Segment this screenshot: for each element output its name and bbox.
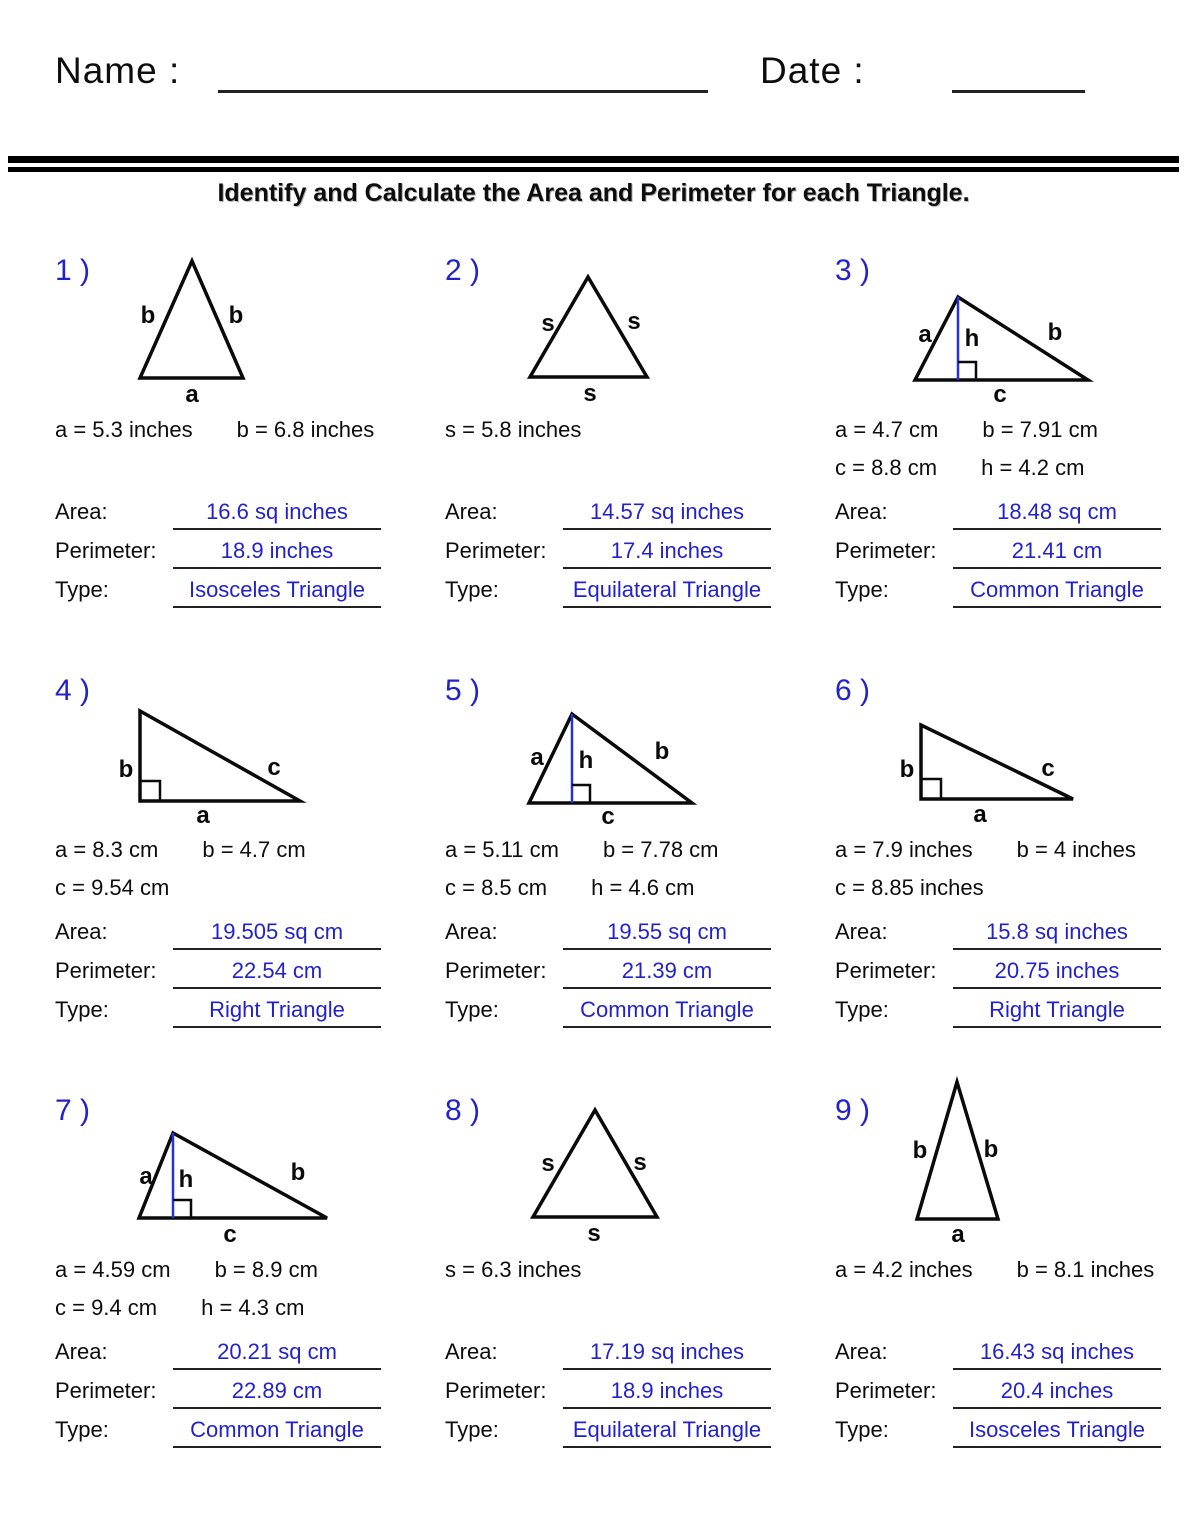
common-triangle-diagram bbox=[505, 703, 715, 825]
perimeter-label: Perimeter: bbox=[55, 958, 157, 983]
problem-number: 7 ) bbox=[55, 1094, 91, 1127]
area-answer: 16.6 sq inches bbox=[173, 499, 381, 530]
measurement: a = 5.11 cm bbox=[445, 837, 559, 862]
triangle-side-label: b bbox=[1047, 319, 1063, 346]
given-measurements bbox=[835, 825, 1187, 911]
given-measurements bbox=[835, 405, 1187, 491]
date-label: Date : bbox=[760, 50, 865, 91]
answers-block bbox=[55, 491, 445, 608]
triangle-side-label: b bbox=[290, 1159, 306, 1186]
area-label: Area: bbox=[445, 1339, 498, 1364]
measurement: a = 5.3 inches bbox=[55, 417, 193, 442]
problem-number: 2 ) bbox=[445, 254, 481, 287]
triangle-side-label: a bbox=[530, 744, 544, 771]
triangle-side-label: a bbox=[185, 381, 199, 405]
problem-number: 6 ) bbox=[835, 674, 871, 707]
triangle-side-label: c bbox=[223, 1221, 237, 1245]
measurement: c = 9.54 cm bbox=[55, 875, 170, 900]
triangle-side-label: s bbox=[583, 380, 597, 405]
triangle-side-label: s bbox=[541, 1150, 555, 1177]
area-answer: 15.8 sq inches bbox=[953, 919, 1161, 950]
given-measurements bbox=[445, 1245, 835, 1331]
measurement: a = 7.9 inches bbox=[835, 837, 973, 862]
perimeter-answer: 22.54 cm bbox=[173, 958, 381, 989]
measurement: c = 8.5 cm bbox=[445, 875, 548, 900]
triangle-side-label: b bbox=[654, 738, 670, 765]
given-measurements bbox=[835, 1245, 1187, 1331]
given-measurements bbox=[55, 825, 445, 911]
triangle-side-label: b bbox=[140, 302, 156, 329]
answers-block bbox=[445, 911, 835, 1028]
problem-7 bbox=[55, 1080, 445, 1500]
right-angle-marker bbox=[572, 785, 590, 803]
area-label: Area: bbox=[445, 499, 498, 524]
triangle-side-label: a bbox=[973, 801, 987, 825]
common-triangle-diagram bbox=[115, 1121, 350, 1245]
answers-block bbox=[445, 1331, 835, 1448]
measurement: c = 9.4 cm bbox=[55, 1295, 158, 1320]
triangle-side-label: a bbox=[139, 1163, 153, 1190]
perimeter-label: Perimeter: bbox=[835, 538, 937, 563]
right-triangle-diagram bbox=[895, 715, 1090, 825]
type-label: Type: bbox=[835, 577, 889, 602]
area-label: Area: bbox=[835, 919, 888, 944]
area-answer: 18.48 sq cm bbox=[953, 499, 1161, 530]
date-blank-line bbox=[952, 90, 1085, 93]
common-triangle-diagram bbox=[895, 287, 1110, 405]
type-answer: Common Triangle bbox=[563, 997, 771, 1028]
measurement: a = 4.2 inches bbox=[835, 1257, 973, 1282]
problem-5 bbox=[445, 660, 835, 1080]
right-angle-marker bbox=[958, 362, 976, 380]
type-answer: Equilateral Triangle bbox=[563, 577, 771, 608]
triangle-side-label: b bbox=[912, 1137, 928, 1164]
problem-number: 8 ) bbox=[445, 1094, 481, 1127]
area-label: Area: bbox=[835, 499, 888, 524]
problems-grid bbox=[55, 240, 1187, 1500]
perimeter-label: Perimeter: bbox=[445, 1378, 547, 1403]
area-label: Area: bbox=[835, 1339, 888, 1364]
right-angle-marker bbox=[140, 781, 160, 801]
triangle-side-label: b bbox=[983, 1136, 999, 1163]
problem-number: 5 ) bbox=[445, 674, 481, 707]
perimeter-label: Perimeter: bbox=[445, 958, 547, 983]
triangle-side-label: s bbox=[587, 1220, 601, 1245]
measurement: b = 6.8 inches bbox=[236, 417, 375, 442]
measurement: a = 4.59 cm bbox=[55, 1257, 171, 1282]
answers-block bbox=[445, 491, 835, 608]
type-label: Type: bbox=[55, 577, 109, 602]
perimeter-answer: 22.89 cm bbox=[173, 1378, 381, 1409]
type-label: Type: bbox=[55, 1417, 109, 1442]
problem-number: 4 ) bbox=[55, 674, 91, 707]
triangle-side-label: b bbox=[899, 756, 915, 783]
type-answer: Common Triangle bbox=[953, 577, 1161, 608]
type-answer: Right Triangle bbox=[953, 997, 1161, 1028]
area-label: Area: bbox=[55, 499, 108, 524]
problem-3 bbox=[835, 240, 1187, 660]
triangle-side-label: a bbox=[918, 321, 932, 348]
measurement: b = 7.78 cm bbox=[602, 837, 719, 862]
answers-block bbox=[835, 911, 1187, 1028]
problem-4 bbox=[55, 660, 445, 1080]
problem-number: 9 ) bbox=[835, 1094, 871, 1127]
measurement: c = 8.8 cm bbox=[835, 455, 938, 480]
measurement: b = 8.1 inches bbox=[1016, 1257, 1155, 1282]
area-answer: 19.505 sq cm bbox=[173, 919, 381, 950]
triangle-height-label: h bbox=[578, 747, 594, 774]
triangle-side-label: c bbox=[993, 381, 1007, 405]
name-blank-line bbox=[218, 90, 708, 93]
perimeter-answer: 17.4 inches bbox=[563, 538, 771, 569]
problem-6 bbox=[835, 660, 1187, 1080]
area-answer: 16.43 sq inches bbox=[953, 1339, 1161, 1370]
type-answer: Isosceles Triangle bbox=[953, 1417, 1161, 1448]
measurement: a = 8.3 cm bbox=[55, 837, 159, 862]
right-angle-marker bbox=[921, 779, 941, 799]
perimeter-answer: 21.41 cm bbox=[953, 538, 1161, 569]
triangle-side-label: s bbox=[633, 1149, 647, 1176]
area-answer: 20.21 sq cm bbox=[173, 1339, 381, 1370]
header-divider bbox=[8, 156, 1179, 172]
perimeter-label: Perimeter: bbox=[55, 1378, 157, 1403]
triangle-side-label: c bbox=[601, 803, 615, 825]
answers-block bbox=[835, 491, 1187, 608]
perimeter-label: Perimeter: bbox=[445, 538, 547, 563]
perimeter-label: Perimeter: bbox=[835, 1378, 937, 1403]
triangle-side-label: b bbox=[228, 302, 244, 329]
perimeter-answer: 18.9 inches bbox=[173, 538, 381, 569]
triangle-side-label: c bbox=[1041, 755, 1055, 782]
measurement: c = 8.85 inches bbox=[835, 875, 984, 900]
type-answer: Right Triangle bbox=[173, 997, 381, 1028]
triangle-side-label: a bbox=[196, 802, 210, 825]
measurement: b = 7.91 cm bbox=[982, 417, 1098, 442]
given-measurements bbox=[445, 825, 835, 911]
area-answer: 17.19 sq inches bbox=[563, 1339, 771, 1370]
triangle-side-label: s bbox=[627, 308, 641, 335]
worksheet-title: Identify and Calculate the Area and Perimeter for each Triangle. bbox=[217, 179, 970, 207]
area-answer: 14.57 sq inches bbox=[563, 499, 771, 530]
measurement: a = 4.7 cm bbox=[835, 417, 939, 442]
type-answer: Common Triangle bbox=[173, 1417, 381, 1448]
equilateral-triangle-diagram bbox=[505, 267, 705, 405]
given-measurements bbox=[55, 405, 445, 491]
right-angle-marker bbox=[173, 1200, 191, 1218]
measurement: s = 6.3 inches bbox=[445, 1257, 582, 1282]
problem-8 bbox=[445, 1080, 835, 1500]
perimeter-answer: 21.39 cm bbox=[563, 958, 771, 989]
type-label: Type: bbox=[445, 577, 499, 602]
answers-block bbox=[835, 1331, 1187, 1448]
problem-2 bbox=[445, 240, 835, 660]
area-label: Area: bbox=[55, 1339, 108, 1364]
triangle-side-label: c bbox=[267, 754, 281, 781]
given-measurements bbox=[445, 405, 835, 491]
measurement: b = 4.7 cm bbox=[202, 837, 306, 862]
type-label: Type: bbox=[445, 997, 499, 1022]
equilateral-triangle-diagram bbox=[505, 1100, 705, 1245]
perimeter-answer: 18.9 inches bbox=[563, 1378, 771, 1409]
area-label: Area: bbox=[445, 919, 498, 944]
triangle-height-label: h bbox=[964, 325, 980, 352]
problem-1 bbox=[55, 240, 445, 660]
given-measurements bbox=[55, 1245, 445, 1331]
type-label: Type: bbox=[835, 997, 889, 1022]
isosceles-triangle-diagram bbox=[115, 253, 315, 405]
right-triangle-diagram bbox=[115, 703, 315, 825]
perimeter-answer: 20.75 inches bbox=[953, 958, 1161, 989]
type-answer: Equilateral Triangle bbox=[563, 1417, 771, 1448]
type-label: Type: bbox=[445, 1417, 499, 1442]
perimeter-answer: 20.4 inches bbox=[953, 1378, 1161, 1409]
name-label: Name : bbox=[55, 50, 181, 91]
triangle-side-label: s bbox=[541, 310, 555, 337]
answers-block bbox=[55, 911, 445, 1028]
type-label: Type: bbox=[835, 1417, 889, 1442]
problem-number: 1 ) bbox=[55, 254, 91, 287]
perimeter-label: Perimeter: bbox=[835, 958, 937, 983]
area-label: Area: bbox=[55, 919, 108, 944]
answers-block bbox=[55, 1331, 445, 1448]
area-answer: 19.55 sq cm bbox=[563, 919, 771, 950]
measurement: b = 4 inches bbox=[1016, 837, 1136, 862]
type-answer: Isosceles Triangle bbox=[173, 577, 381, 608]
isosceles-triangle-diagram bbox=[895, 1073, 1055, 1245]
perimeter-label: Perimeter: bbox=[55, 538, 157, 563]
type-label: Type: bbox=[55, 997, 109, 1022]
triangle-side-label: a bbox=[951, 1221, 965, 1245]
problem-number: 3 ) bbox=[835, 254, 871, 287]
triangle-side-label: b bbox=[118, 756, 134, 783]
measurement: h = 4.2 cm bbox=[981, 455, 1085, 480]
measurement: h = 4.6 cm bbox=[591, 875, 695, 900]
triangle-height-label: h bbox=[178, 1166, 194, 1193]
measurement: b = 8.9 cm bbox=[214, 1257, 318, 1282]
measurement: h = 4.3 cm bbox=[201, 1295, 305, 1320]
measurement: s = 5.8 inches bbox=[445, 417, 582, 442]
problem-9 bbox=[835, 1080, 1187, 1500]
